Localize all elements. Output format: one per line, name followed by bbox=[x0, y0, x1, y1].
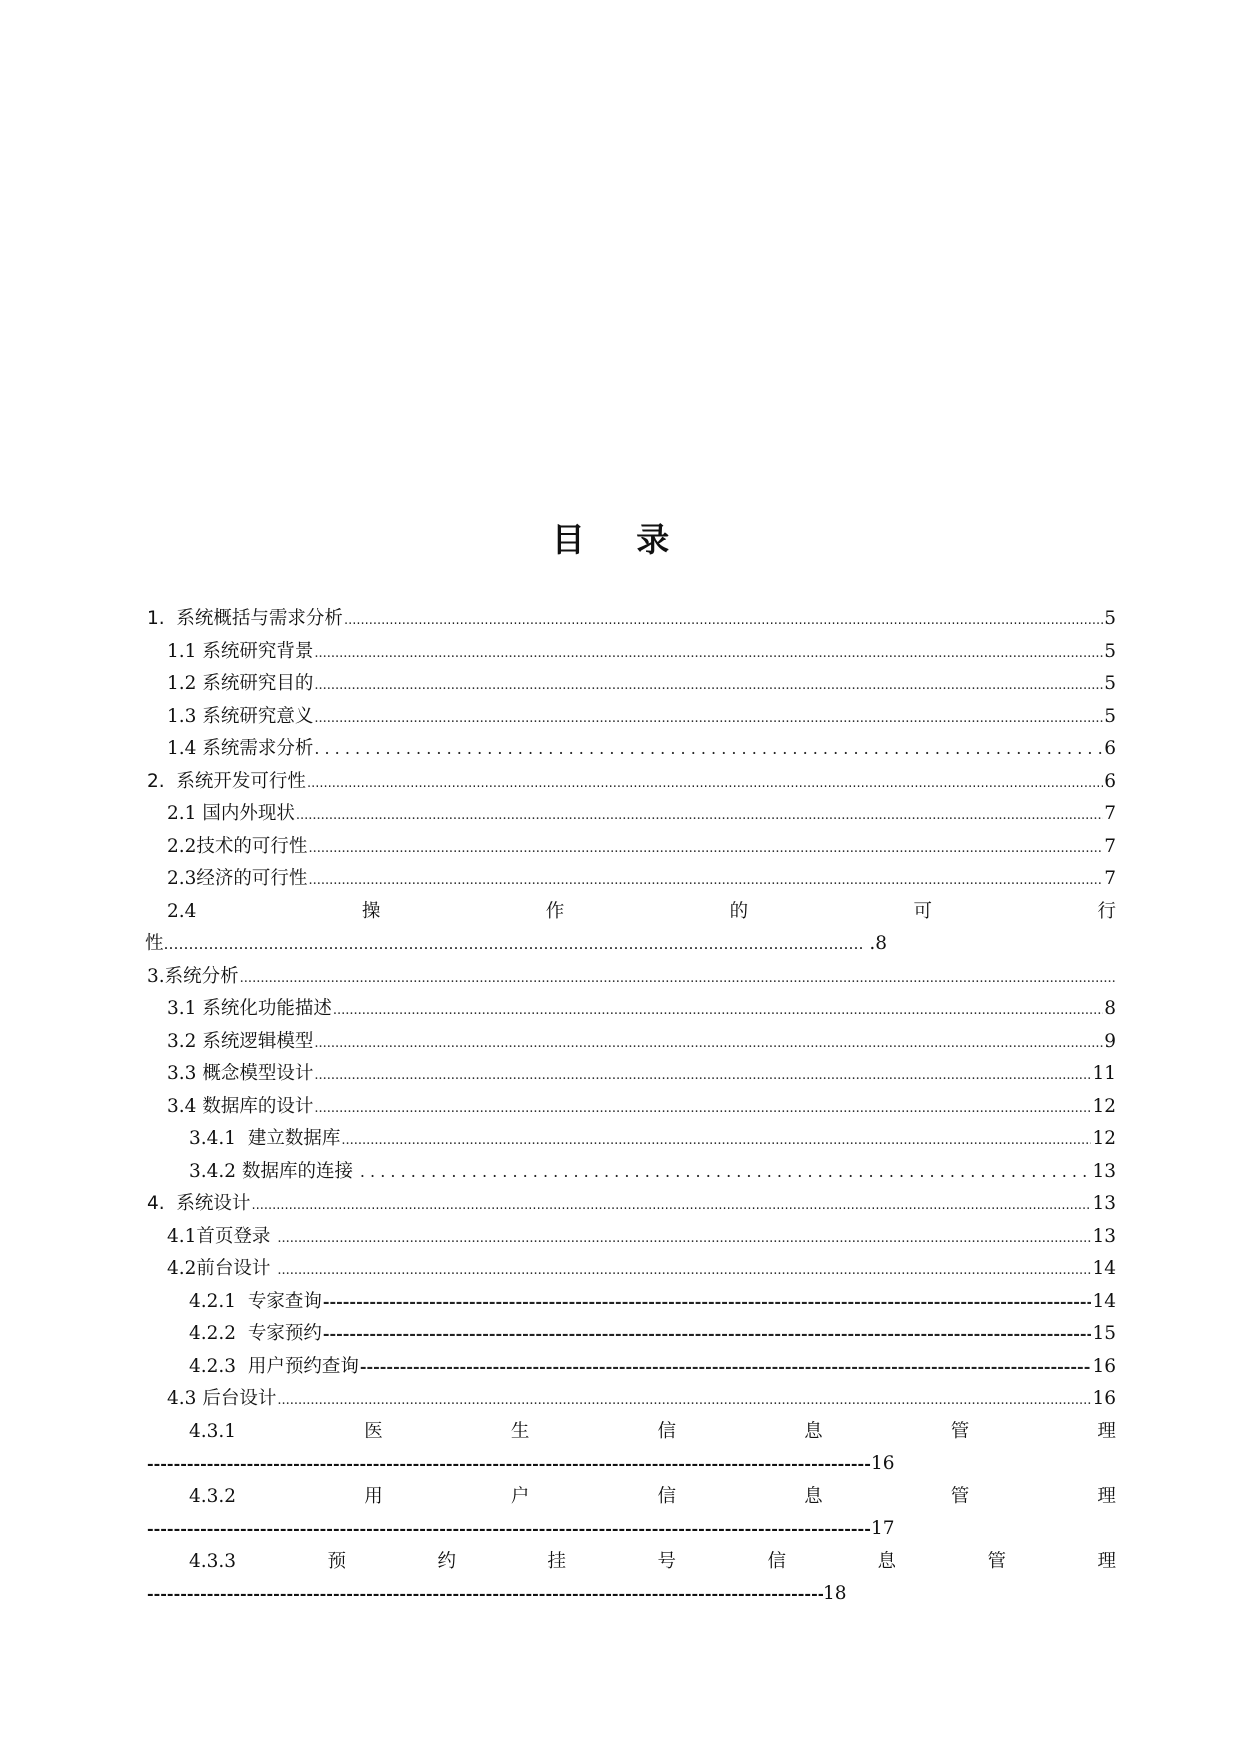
toc-leader bbox=[314, 1091, 1091, 1126]
toc-page-number: 8 bbox=[875, 933, 888, 954]
toc-entry-char: 理 bbox=[1097, 1550, 1116, 1572]
toc-page-number: 17 bbox=[871, 1518, 895, 1539]
toc-entry-text: 系统概括与需求分析 bbox=[176, 608, 343, 629]
toc-entry[interactable] bbox=[147, 1091, 1116, 1124]
toc-leader bbox=[277, 1383, 1091, 1418]
toc-entry-text: 数据库的连接 bbox=[241, 1160, 353, 1182]
toc-leader bbox=[333, 993, 1103, 1028]
toc-entry-continuation[interactable] bbox=[147, 1448, 1116, 1481]
toc-entry-number: 1. bbox=[147, 608, 165, 629]
toc-entry-char: 约 bbox=[437, 1550, 457, 1572]
toc-entry-number: 1.2 bbox=[167, 673, 197, 694]
toc-entry-number: 3.2 bbox=[167, 1030, 197, 1052]
toc-entry[interactable] bbox=[147, 1221, 1116, 1254]
toc-entry-number: 2.2 bbox=[167, 835, 197, 857]
toc-entry-text: 系统设计 bbox=[176, 1193, 251, 1214]
toc-entry-char: 操 bbox=[361, 900, 381, 922]
toc-entry-text: 系统研究意义 bbox=[202, 705, 314, 727]
toc-leader bbox=[147, 1513, 871, 1546]
toc-entry[interactable] bbox=[147, 1156, 1116, 1189]
toc-entry[interactable] bbox=[147, 1351, 1116, 1384]
toc-entry-justified[interactable] bbox=[147, 1546, 1116, 1579]
toc-entry-char: 号 bbox=[657, 1550, 677, 1572]
toc-page-number: 12 bbox=[1092, 1095, 1116, 1117]
toc-leader bbox=[277, 1221, 1091, 1256]
toc-leader bbox=[308, 831, 1103, 866]
toc-entry-number: 3.4 bbox=[167, 1095, 197, 1117]
toc-page-number: 8 bbox=[1104, 998, 1116, 1019]
toc-entry[interactable] bbox=[147, 701, 1116, 734]
toc-entry-char: 信 bbox=[657, 1420, 676, 1442]
toc-leader bbox=[360, 1351, 1092, 1384]
toc-entry-text: 专家查询 bbox=[247, 1290, 322, 1312]
toc-page-number: 9 bbox=[1104, 1030, 1116, 1052]
toc-entry-char: 管 bbox=[987, 1550, 1006, 1572]
toc-entry-number: 4.1 bbox=[167, 1225, 197, 1247]
toc-page-number: 5 bbox=[1104, 640, 1116, 662]
toc-entry-char: 预 bbox=[327, 1550, 347, 1572]
toc-entry-char: 管 bbox=[950, 1420, 970, 1442]
toc-leader bbox=[314, 668, 1103, 703]
toc-entry[interactable] bbox=[147, 863, 1116, 896]
toc-leader bbox=[314, 1058, 1091, 1093]
toc-entry-continuation[interactable] bbox=[147, 1513, 1116, 1546]
toc-entry[interactable] bbox=[147, 1253, 1116, 1286]
toc-leader bbox=[323, 1286, 1092, 1319]
toc-entry-text: 系统分析 bbox=[164, 965, 239, 987]
toc-entry[interactable] bbox=[147, 766, 1116, 799]
toc-entry[interactable] bbox=[147, 993, 1116, 1026]
toc-entry-char: 可 bbox=[913, 900, 933, 922]
toc-entry-number: 4.3.1 bbox=[189, 1420, 237, 1442]
toc-leader bbox=[314, 1026, 1103, 1061]
toc-entry-char: 息 bbox=[804, 1420, 823, 1442]
toc-leader bbox=[314, 733, 1103, 766]
toc-entry-justified[interactable] bbox=[147, 1416, 1116, 1449]
toc-entry[interactable] bbox=[147, 1123, 1116, 1156]
toc-entry[interactable] bbox=[147, 1026, 1116, 1059]
toc-leader bbox=[341, 1123, 1091, 1158]
toc-entry[interactable] bbox=[147, 1188, 1116, 1221]
toc-entry-number: 1.3 bbox=[167, 705, 197, 727]
toc-entry-text: 建立数据库 bbox=[247, 1128, 341, 1149]
toc-entry[interactable] bbox=[147, 733, 1116, 766]
toc-entry[interactable] bbox=[147, 636, 1116, 669]
toc-entry-char: 理 bbox=[1097, 1485, 1116, 1507]
toc-entry-char: 管 bbox=[950, 1485, 970, 1507]
toc-page-number: 6 bbox=[1104, 738, 1116, 759]
toc-leader bbox=[277, 1253, 1091, 1288]
toc-entry[interactable] bbox=[147, 1286, 1116, 1319]
toc-leader bbox=[307, 766, 1103, 801]
toc-page-number: 16 bbox=[1092, 1388, 1116, 1409]
toc-entry-char: 作 bbox=[545, 900, 565, 922]
toc-page-number: 12 bbox=[1092, 1128, 1116, 1149]
toc-entry-char: 生 bbox=[510, 1420, 530, 1442]
toc-entry-number: 3.4.2 bbox=[189, 1160, 237, 1182]
toc-entry-text: 专家预约 bbox=[247, 1323, 322, 1344]
toc-entry-number: 4.2.1 bbox=[189, 1290, 237, 1312]
toc-page-number: 13 bbox=[1092, 1225, 1116, 1247]
toc-entry-text: 系统研究目的 bbox=[202, 673, 314, 694]
toc-entry-number: 2.1 bbox=[167, 803, 197, 824]
toc-leader bbox=[147, 1578, 823, 1611]
toc-entry[interactable] bbox=[147, 1318, 1116, 1351]
toc-entry-char: 信 bbox=[767, 1550, 786, 1572]
toc-entry-char: 挂 bbox=[547, 1550, 567, 1572]
toc-entry-justified[interactable] bbox=[147, 896, 1116, 929]
toc-entry-text: 首页登录 bbox=[196, 1225, 271, 1247]
toc-entry-text: 数据库的设计 bbox=[202, 1095, 314, 1117]
toc-entry[interactable] bbox=[147, 831, 1116, 864]
toc-page-number: 18 bbox=[823, 1583, 847, 1604]
toc-leader bbox=[344, 603, 1103, 638]
toc-entry-text: 前台设计 bbox=[196, 1258, 271, 1279]
toc-leader bbox=[308, 863, 1103, 898]
toc-entry-number: 2.3 bbox=[167, 868, 197, 889]
toc-entry[interactable] bbox=[147, 798, 1116, 831]
toc-entry-number: 1.4 bbox=[167, 738, 197, 759]
toc-entry-number: 4.2.2 bbox=[189, 1323, 237, 1344]
toc-leader bbox=[323, 1318, 1092, 1351]
toc-entry-char: 的 bbox=[729, 900, 749, 922]
toc-entry-text: 经济的可行性 bbox=[196, 868, 308, 889]
toc-leader bbox=[314, 701, 1103, 736]
toc-page-number: 5 bbox=[1104, 673, 1116, 694]
toc-entry[interactable] bbox=[147, 961, 1116, 994]
toc-entry-number: 3. bbox=[147, 965, 165, 987]
toc-entry-char: 户 bbox=[510, 1485, 530, 1507]
toc-entry-text: 系统研究背景 bbox=[202, 640, 314, 662]
toc-entry-number: 3.4.1 bbox=[189, 1128, 237, 1149]
toc-page-number: 11 bbox=[1092, 1063, 1116, 1084]
toc-entry-number: 4.2 bbox=[167, 1258, 197, 1279]
toc-leader bbox=[240, 961, 1115, 996]
toc-entry[interactable] bbox=[147, 603, 1116, 636]
toc-entry-text: 后台设计 bbox=[202, 1388, 277, 1409]
toc-entry-text: 概念模型设计 bbox=[202, 1063, 314, 1084]
toc-entry-char: 理 bbox=[1097, 1420, 1116, 1442]
toc-entry-char: 息 bbox=[804, 1485, 823, 1507]
toc-page-number: . bbox=[863, 933, 876, 954]
toc-leader bbox=[164, 928, 864, 961]
table-of-contents bbox=[147, 603, 1116, 1611]
toc-page-number: 5 bbox=[1104, 705, 1116, 727]
toc-leader bbox=[147, 1448, 871, 1481]
toc-entry-number: 2.4 bbox=[167, 900, 197, 922]
toc-entry-number: 3.3 bbox=[167, 1063, 197, 1084]
toc-entry-number: 4. bbox=[147, 1193, 165, 1214]
toc-entry-number: 3.1 bbox=[167, 998, 197, 1019]
toc-entry-text: 国内外现状 bbox=[202, 803, 295, 824]
toc-entry-char: 行 bbox=[1097, 900, 1116, 922]
toc-page-number: 14 bbox=[1092, 1290, 1116, 1312]
toc-entry-number: 4.2.3 bbox=[189, 1355, 237, 1377]
toc-entry-text: 技术的可行性 bbox=[196, 835, 308, 857]
toc-entry[interactable] bbox=[147, 1058, 1116, 1091]
toc-entry-text: 系统逻辑模型 bbox=[202, 1030, 314, 1052]
toc-entry-continuation[interactable] bbox=[145, 928, 1116, 961]
toc-entry-number: 4.3.2 bbox=[189, 1485, 237, 1507]
toc-entry-char: 性 bbox=[145, 933, 164, 954]
toc-page-number: 14 bbox=[1092, 1258, 1116, 1279]
toc-page-number: 15 bbox=[1092, 1323, 1116, 1344]
toc-page-number: 7 bbox=[1104, 803, 1116, 824]
toc-entry-char: 医 bbox=[364, 1420, 383, 1442]
toc-leader bbox=[296, 798, 1103, 833]
toc-leader bbox=[314, 636, 1103, 671]
toc-page-number: 7 bbox=[1104, 835, 1116, 857]
toc-entry-text: 系统开发可行性 bbox=[176, 770, 306, 792]
toc-entry-number: 4.3.3 bbox=[189, 1550, 237, 1572]
toc-entry-number: 4.3 bbox=[167, 1388, 197, 1409]
toc-entry-continuation[interactable] bbox=[147, 1578, 1116, 1611]
toc-title: 目 录 bbox=[551, 520, 690, 559]
toc-page-number: 16 bbox=[1092, 1355, 1116, 1377]
toc-page-number: 13 bbox=[1092, 1193, 1116, 1214]
toc-entry-text: 用户预约查询 bbox=[247, 1355, 359, 1377]
toc-entry-char: 信 bbox=[657, 1485, 676, 1507]
toc-entry-number: 1.1 bbox=[167, 640, 197, 662]
toc-page-number: 13 bbox=[1092, 1160, 1116, 1182]
toc-page-number: 6 bbox=[1104, 770, 1116, 792]
toc-entry-number: 2. bbox=[147, 770, 165, 792]
toc-entry-char: 用 bbox=[364, 1485, 383, 1507]
toc-page-number: 7 bbox=[1104, 868, 1116, 889]
toc-page-number: 5 bbox=[1104, 608, 1116, 629]
toc-leader bbox=[251, 1188, 1091, 1223]
toc-entry-char: 息 bbox=[877, 1550, 896, 1572]
toc-page-number: 16 bbox=[871, 1453, 895, 1474]
toc-entry-text: 系统化功能描述 bbox=[202, 998, 332, 1019]
toc-entry-text: 系统需求分析 bbox=[202, 738, 314, 759]
toc-entry[interactable] bbox=[147, 668, 1116, 701]
toc-entry[interactable] bbox=[147, 1383, 1116, 1416]
toc-leader bbox=[360, 1156, 1092, 1189]
toc-entry-justified[interactable] bbox=[147, 1481, 1116, 1514]
